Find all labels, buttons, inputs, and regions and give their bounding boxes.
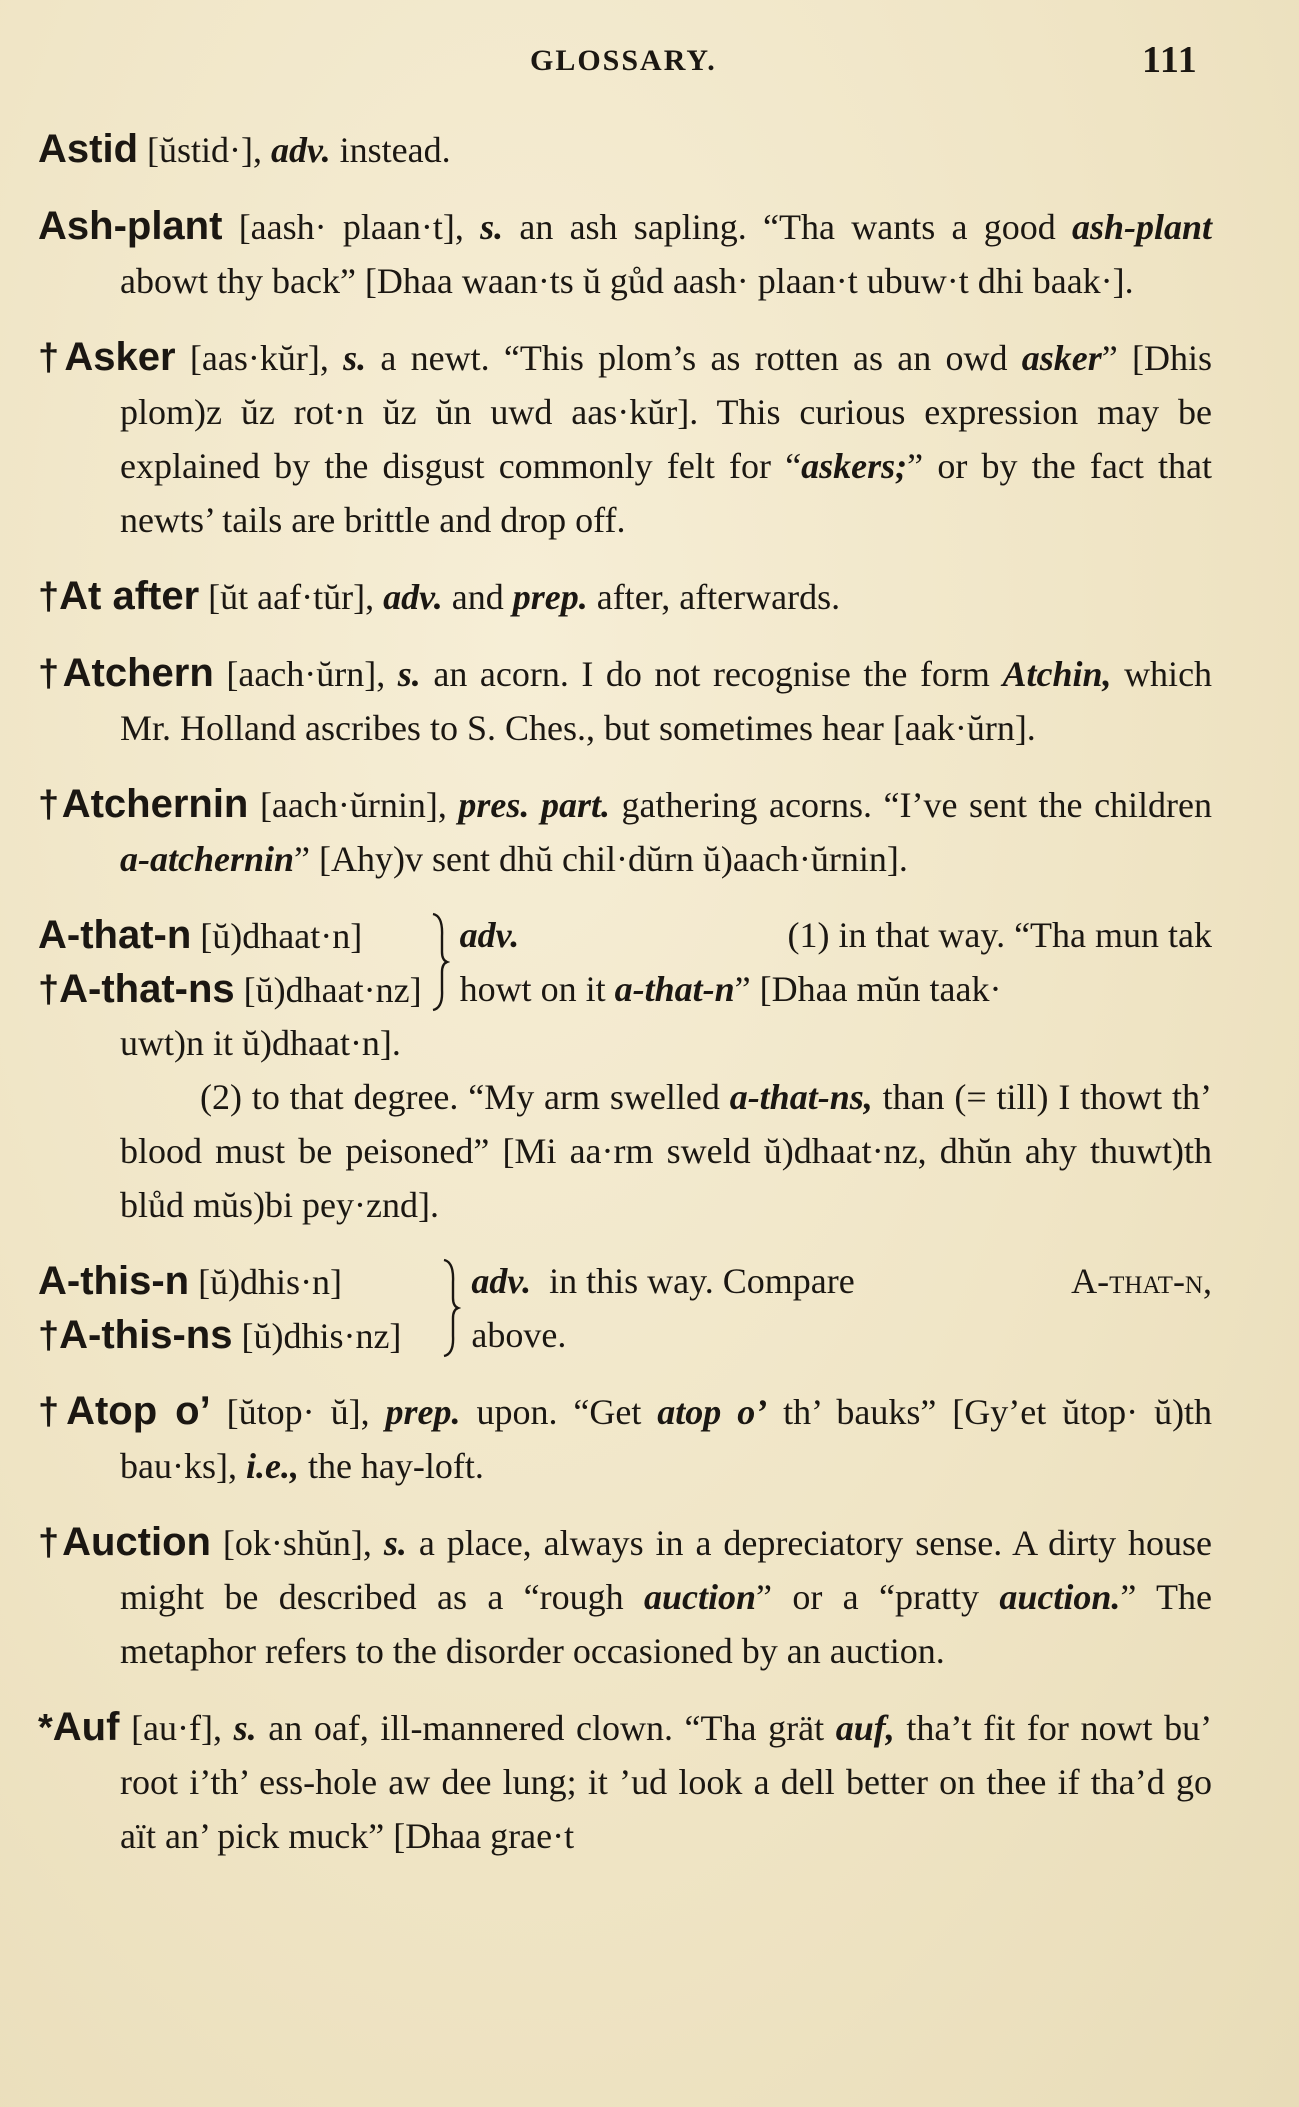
glossary-entry-group [38, 1254, 1212, 1362]
example-word: a-atchernin [120, 839, 295, 879]
dagger-mark: † [38, 1522, 63, 1564]
definition-continued: ” [Dhaa mŭn taak· [734, 969, 1002, 1009]
pronunciation: [ok·shŭn], [222, 1523, 372, 1563]
definition-continued: tha’t fit for nowt bu’ root i’th’ ess-hole aw dee lung; it ’ud look a dell better on thee if tha’d go aït an’ pick muck” [Dhaa grae·t [120, 1708, 1213, 1856]
part-of-speech: adv. [471, 1261, 532, 1301]
right-brace-icon [430, 908, 450, 1016]
part-of-speech: s. [383, 1523, 407, 1563]
dagger-mark: † [38, 1315, 60, 1357]
group-definition [460, 908, 1212, 1016]
definition: an ash sapling. “Tha wants a good [519, 207, 1056, 247]
pronunciation: [aash· plaan·t], [238, 207, 464, 247]
sense-two: (2) to that degree. “My arm swelled [200, 1077, 720, 1117]
headword: A-this-ns [59, 1313, 233, 1357]
abbreviation: i.e., [245, 1446, 299, 1486]
definition-continued: howt on it [459, 969, 606, 1009]
part-of-speech: s. [233, 1708, 257, 1748]
grouped-headwords [38, 1254, 401, 1362]
pronunciation: [ŭ)dhaat·nz] [243, 970, 422, 1010]
example-word: asker [1021, 338, 1102, 378]
dagger-mark: † [38, 969, 60, 1011]
dagger-mark: † [38, 1391, 67, 1433]
definition-continued: ” The metaphor refers to the disorder occasioned by an auction. [120, 1577, 1213, 1671]
pronunciation: [ŭ)dhis·nz] [241, 1316, 402, 1356]
headword: A-that-n [38, 913, 192, 957]
glossary-entry-group [38, 908, 1212, 1232]
definition: a place, always in a depreciatory sense. A dirty house might be described as a “rough [120, 1523, 1213, 1617]
headword: Atop o’ [66, 1389, 211, 1433]
conjunction: and [451, 577, 504, 617]
part-of-speech: s. [397, 654, 421, 694]
glossary-entry [38, 777, 1212, 886]
headword: Astid [38, 127, 138, 171]
part-of-speech: s. [343, 338, 367, 378]
definition: after, afterwards. [596, 577, 841, 617]
example-word: askers; [801, 446, 908, 486]
dagger-mark: † [38, 784, 62, 826]
part-of-speech: adv. [383, 577, 443, 617]
definition-continued: ” or a “pratty [756, 1577, 979, 1617]
example-word: ash-plant [1071, 207, 1213, 247]
example-word: atop o’ [657, 1392, 768, 1432]
definition-continued: ” [Ahy)v sent dhŭ chil·dŭrn ŭ)aach·ŭrnin]. [294, 839, 908, 879]
running-title: GLOSSARY. [530, 44, 717, 77]
glossary-entry [38, 569, 1212, 624]
definition: instead. [339, 130, 451, 170]
pronunciation: [ŭ)dhaat·n] [200, 916, 363, 956]
cross-reference: A-that-n, [1071, 1261, 1212, 1301]
definition-continued: the hay-loft. [307, 1446, 484, 1486]
pronunciation: [ŭ)dhis·n] [198, 1262, 343, 1302]
example-word: auction [643, 1577, 757, 1617]
definition-continued: ” [Dhis plom)z ŭz rot·n ŭz ŭn uwd aas·kŭr]. This curious expression may be explained by the disgust commonly felt for “ [120, 338, 1213, 486]
pronunciation: [ŭtop· ŭ], [226, 1392, 370, 1432]
headword: Asker [64, 335, 176, 379]
definition: an oaf, ill-mannered clown. “Tha grät [268, 1708, 825, 1748]
glossary-entry [38, 1700, 1212, 1863]
definition-continued: above. [471, 1315, 567, 1355]
glossary-entry [38, 122, 1212, 177]
headword: Auf [52, 1705, 120, 1749]
definition-continued: abowt thy back” [Dhaa waan·ts ŭ gůd aash· plaan·t ubuw·t dhi baak·]. [120, 261, 1134, 301]
part-of-speech: prep. [512, 577, 588, 617]
part-of-speech: pres. part. [458, 785, 610, 825]
headword: A-this-n [38, 1259, 190, 1303]
example-word: auction. [999, 1577, 1121, 1617]
part-of-speech: prep. [385, 1392, 461, 1432]
glossary-entry [38, 199, 1212, 308]
glossary-entry [38, 1384, 1212, 1493]
definition: upon. “Get [476, 1392, 642, 1432]
right-brace-icon [441, 1254, 461, 1362]
dagger-mark: † [38, 576, 60, 618]
pronunciation: [au·f], [131, 1708, 222, 1748]
part-of-speech: adv. [270, 130, 331, 170]
definition-continued: th’ bauks” [Gy’et ŭtop· ŭ)th bau·ks], [120, 1392, 1213, 1486]
definition: gathering acorns. “I’ve sent the children [621, 785, 1213, 825]
pronunciation: [aas·kŭr], [189, 338, 329, 378]
headword: Ash-plant [38, 204, 223, 248]
definition: an acorn. I do not recognise the form [433, 654, 990, 694]
glossary-entries [38, 122, 1212, 1885]
example-word: a-that-ns, [729, 1077, 873, 1117]
definition: in this way. Compare [549, 1261, 855, 1301]
part-of-speech: s. [480, 207, 504, 247]
page-header [0, 38, 1299, 86]
definition-continued: ” or by the fact that newts’ tails are brittle and drop off. [120, 446, 1212, 540]
example-word: a-that-n [614, 969, 735, 1009]
definition: a newt. “This plom’s as rotten as an owd [380, 338, 1008, 378]
pronunciation: [aach·ŭrn], [226, 654, 386, 694]
example-word: Atchin, [1002, 654, 1112, 694]
pronunciation: [ŭt aaf·tŭr], [208, 577, 375, 617]
example-word: auf, [835, 1708, 895, 1748]
grouped-headwords [38, 908, 422, 1016]
headword: At after [59, 574, 200, 618]
glossary-entry [38, 646, 1212, 755]
dagger-mark: † [38, 337, 65, 379]
headword: Atchern [62, 651, 214, 695]
glossary-entry [38, 1515, 1212, 1678]
page-number: 111 [1142, 39, 1198, 81]
definition-continued: than (= till) I thowt th’ blood must be peisoned” [Mi aa·rm sweld ŭ)dhaat·nz, dhŭn ahy thuwt)th blůd mŭs)bi pey·znd]. [120, 1077, 1213, 1225]
headword: Atchernin [61, 782, 249, 826]
pronunciation: [ŭstid·], [147, 130, 262, 170]
headword: Auction [62, 1520, 211, 1564]
asterisk-mark: * [38, 1707, 53, 1749]
dagger-mark: † [38, 653, 63, 695]
glossary-entry [38, 330, 1212, 547]
definition-continued: uwt)n it ŭ)dhaat·n]. [120, 1023, 401, 1063]
part-of-speech: adv. [459, 915, 520, 955]
definition: (1) in that way. “Tha mun tak [787, 915, 1212, 955]
pronunciation: [aach·ŭrnin], [259, 785, 447, 825]
headword: A-that-ns [59, 967, 235, 1011]
definition-continued: which Mr. Holland ascribes to S. Ches., but sometimes hear [aak·ŭrn]. [120, 654, 1213, 748]
group-definition [471, 1254, 1212, 1362]
